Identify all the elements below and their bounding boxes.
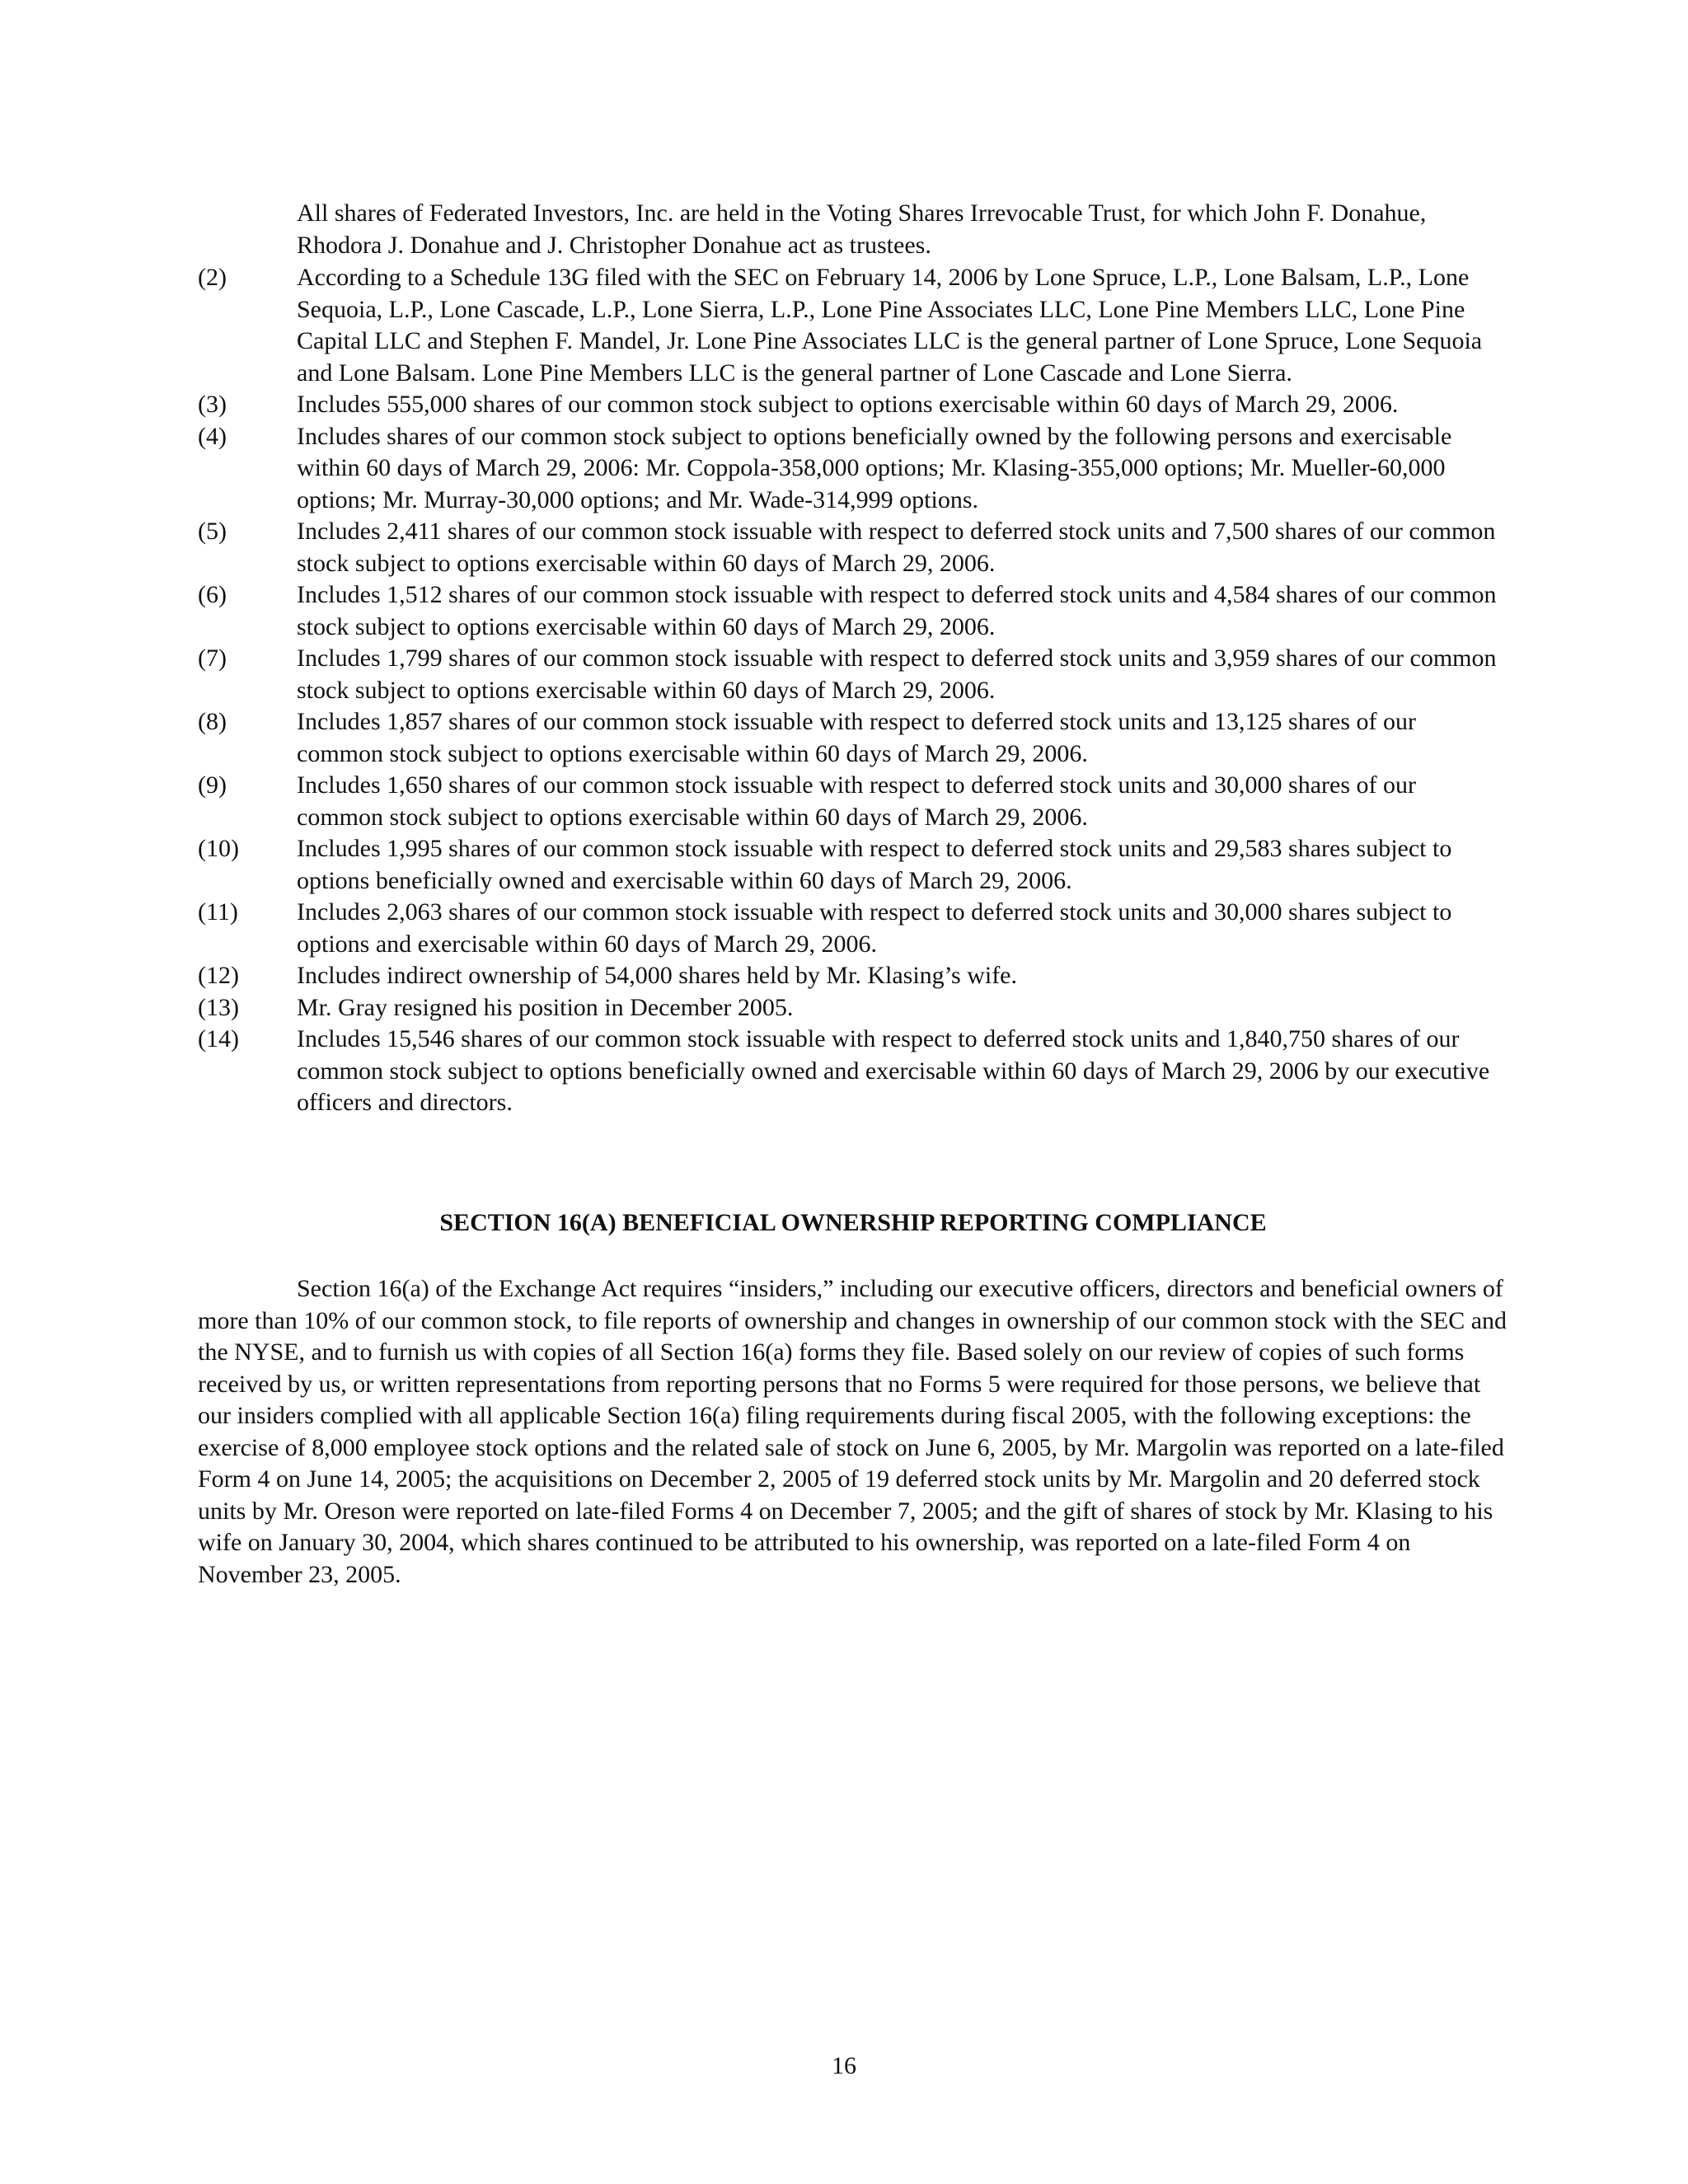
footnote-text: Mr. Gray resigned his position in December 2005. — [297, 993, 794, 1021]
footnote-number: (2) — [198, 264, 227, 291]
footnote-number: (14) — [198, 1025, 239, 1052]
footnote-text: Includes 555,000 shares of our common stock subject to options exercisable within 60 days of March 29, 2006. — [297, 391, 1399, 418]
footnote-number: (5) — [198, 518, 227, 545]
footnote-text: Includes 1,512 shares of our common stock issuable with respect to deferred stock units and 4,584 shares of our common stock subject to options exercisable within 60 days of March 29, 2006. — [297, 581, 1497, 640]
footnote-number: (12) — [198, 962, 239, 989]
footnote-number: (4) — [198, 422, 227, 450]
footnote-9 — [198, 770, 1508, 833]
footnote-13 — [198, 992, 1508, 1024]
footnote-number: (8) — [198, 708, 227, 735]
footnote-7 — [198, 643, 1508, 706]
footnote-number: (6) — [198, 581, 227, 608]
section-heading: SECTION 16(A) BENEFICIAL OWNERSHIP REPORTING COMPLIANCE — [439, 1209, 1267, 1236]
footnote-text: Includes 1,857 shares of our common stock issuable with respect to deferred stock units and 13,125 shares of our common stock subject to options exercisable within 60 days of March 29, 2006. — [297, 708, 1417, 767]
footnote-11 — [198, 897, 1508, 960]
footnote-text: According to a Schedule 13G filed with the SEC on February 14, 2006 by Lone Spruce, L.P., Lone Balsam, L.P., Lone Sequoia, L.P., Lone Cascade, L.P., Lone Sierra, L.P., Lone Pine Associates LLC, Lone Pine Members LLC, Lone Pine Capital LLC and Stephen F. Mandel, Jr. Lone Pine Associates LLC is the general partner of Lone Spruce, Lone Sequoia and Lone Balsam. Lone Pine Members LLC is the general partner of Lone Cascade and Lone Sierra. — [297, 264, 1483, 387]
section-paragraph: Section 16(a) of the Exchange Act requires “insiders,” including our executive officers, directors and beneficial owners of more than 10% of our common stock, to file reports of ownership and changes in ownership of our common stock with the SEC and the NYSE, and to furnish us with copies of all Section 16(a) forms they file. Based solely on our review of copies of such forms received by us, or written representations from reporting persons that no Forms 5 were required for those persons, we believe that our insiders complied with all applicable Section 16(a) filing requirements during fiscal 2005, with the following exceptions: the exercise of 8,000 employee stock options and the related sale of stock on June 6, 2005, by Mr. Margolin was reported on a late-filed Form 4 on June 14, 2005; the acquisitions on December 2, 2005 of 19 deferred stock units by Mr. Margolin and 20 deferred stock units by Mr. Oreson were reported on late-filed Forms 4 on December 7, 2005; and the gift of shares of stock by Mr. Klasing to his wife on January 30, 2004, which shares continued to be attributed to his ownership, was reported on a late-filed Form 4 on November 23, 2005. — [198, 1275, 1507, 1588]
page-number: 16 — [832, 2052, 856, 2079]
footnote-text: Includes 2,411 shares of our common stock issuable with respect to deferred stock units and 7,500 shares of our common stock subject to options exercisable within 60 days of March 29, 2006. — [297, 518, 1496, 577]
footnote-number: (10) — [198, 835, 239, 862]
footnote-text: Includes indirect ownership of 54,000 shares held by Mr. Klasing’s wife. — [297, 962, 1017, 989]
footnote-1-continuation: All shares of Federated Investors, Inc. are held in the Voting Shares Irrevocable Trust, for which John F. Donahue, Rhodora J. Donahue and J. Christopher Donahue act as trustees. — [297, 199, 1427, 259]
footnote-8 — [198, 706, 1508, 770]
footnote-10 — [198, 833, 1508, 897]
footnote-3 — [198, 389, 1508, 421]
footnote-number: (7) — [198, 644, 227, 672]
footnotes-list — [198, 262, 1508, 1119]
footnote-5 — [198, 516, 1508, 579]
footnote-text: Includes 1,650 shares of our common stock issuable with respect to deferred stock units and 30,000 shares of our common stock subject to options exercisable within 60 days of March 29, 2006. — [297, 771, 1417, 831]
footnote-number: (3) — [198, 391, 227, 418]
footnote-text: Includes 1,799 shares of our common stock issuable with respect to deferred stock units and 3,959 shares of our common stock subject to options exercisable within 60 days of March 29, 2006. — [297, 644, 1497, 704]
footnote-number: (9) — [198, 771, 227, 799]
footnote-12 — [198, 960, 1508, 992]
footnote-number: (11) — [198, 898, 238, 926]
footnote-14 — [198, 1024, 1508, 1119]
footnote-text: Includes 1,995 shares of our common stock issuable with respect to deferred stock units and 29,583 shares subject to options beneficially owned and exercisable within 60 days of March 29, 2006. — [297, 835, 1452, 894]
footnote-4 — [198, 421, 1508, 517]
footnote-text: Includes shares of our common stock subject to options beneficially owned by the following persons and exercisable within 60 days of March 29, 2006: Mr. Coppola-358,000 options; Mr. Klasing-355,000 options; Mr. Mueller-60,000 options; Mr. Murray-30,000 options; and Mr. Wade-314,999 options. — [297, 422, 1452, 513]
footnote-6 — [198, 579, 1508, 643]
footnote-text: Includes 2,063 shares of our common stock issuable with respect to deferred stock units and 30,000 shares subject to options and exercisable within 60 days of March 29, 2006. — [297, 898, 1452, 958]
footnote-2 — [198, 262, 1508, 389]
footnote-text: Includes 15,546 shares of our common stock issuable with respect to deferred stock units and 1,840,750 shares of our common stock subject to options beneficially owned and exercisable within 60 days of March 29, 2006 by our executive officers and directors. — [297, 1025, 1490, 1116]
footnote-number: (13) — [198, 993, 239, 1021]
